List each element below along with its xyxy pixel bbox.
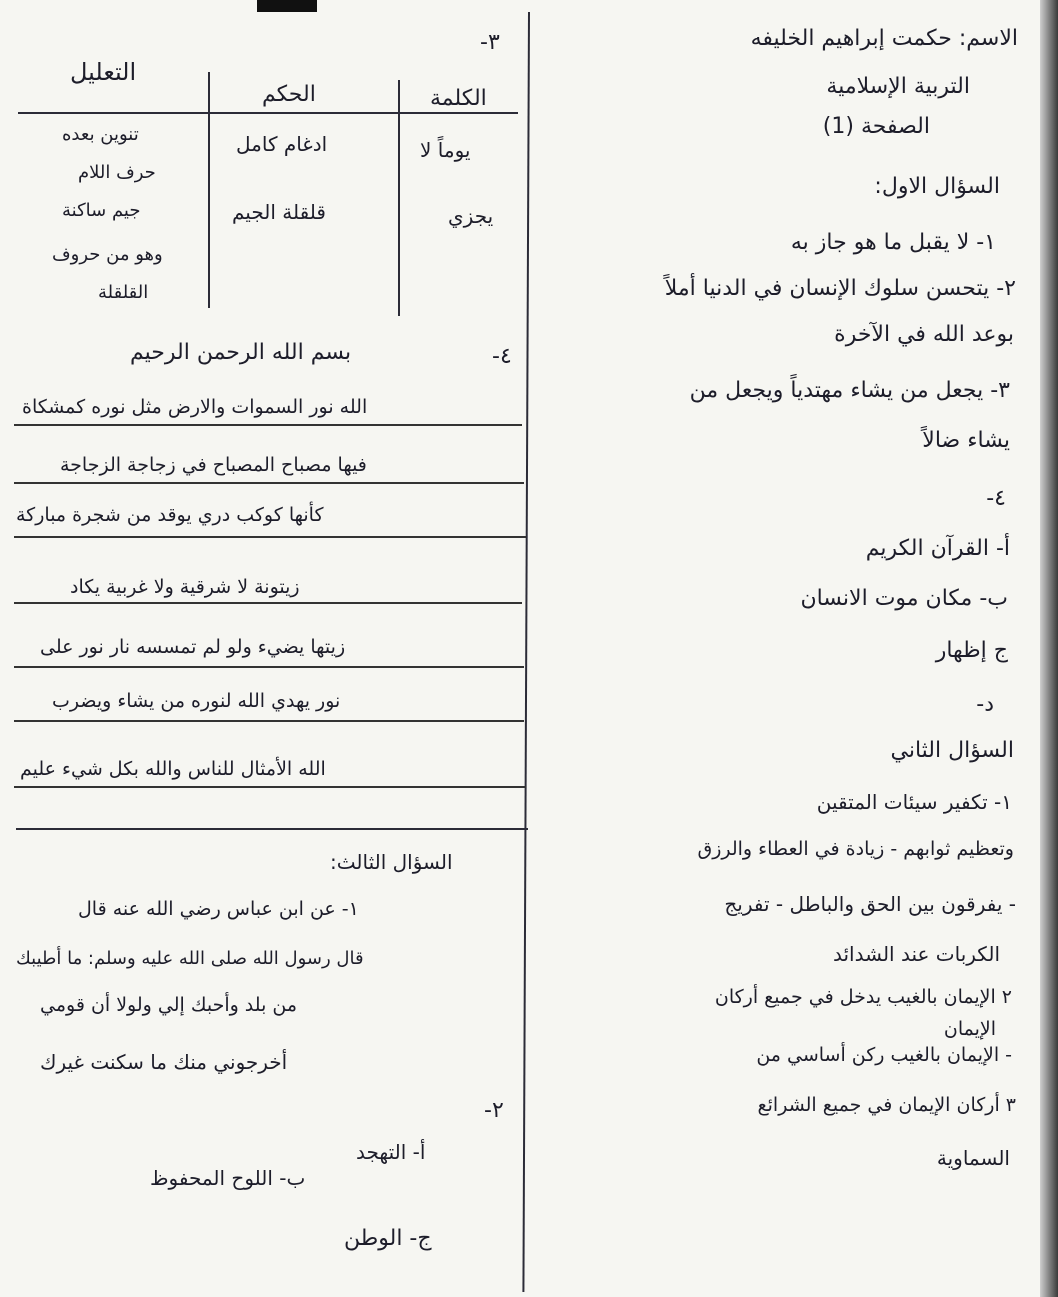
binder-clip bbox=[257, 0, 317, 12]
q1-answer-3-line2: يشاء ضالاً bbox=[922, 428, 1010, 453]
q3-answer-2c: ج- الوطن bbox=[344, 1226, 432, 1251]
q2-answer-2-line4: ٣ أركان الإيمان في جميع الشرائع bbox=[757, 1094, 1016, 1116]
q3-answer-1-line1: ١- عن ابن عباس رضي الله عنه قال bbox=[78, 898, 359, 920]
verse-underline-7 bbox=[14, 786, 526, 788]
table-header-reason: التعليل bbox=[70, 58, 137, 86]
table-question-number: ٣- bbox=[480, 30, 500, 55]
table-row2-reason-line3: القلقلة bbox=[98, 282, 149, 303]
subject-title: التربية الإسلامية bbox=[826, 74, 970, 99]
verse-question-number: ٤- bbox=[492, 344, 512, 369]
q1-answer-4a: أ- القرآن الكريم bbox=[865, 536, 1010, 561]
q3-answer-1-line2: قال رسول الله صلى الله عليه وسلم: ما أطيبك bbox=[16, 948, 364, 969]
q1-answer-4-number: ٤- bbox=[986, 486, 1006, 511]
q3-answer-2-number: ٢- bbox=[484, 1098, 504, 1123]
q1-answer-4c: ج إظهار bbox=[935, 638, 1008, 663]
page-number: الصفحة (1) bbox=[822, 114, 930, 139]
verse-line-5: زيتها يضيء ولو لم تمسسه نار نور على bbox=[40, 636, 346, 658]
verse-underline-6 bbox=[14, 720, 524, 722]
verse-underline-4 bbox=[14, 602, 522, 604]
table-row2-rule: قلقلة الجيم bbox=[232, 200, 326, 224]
table-row2-word: يجزي bbox=[448, 204, 494, 228]
basmala: بسم الله الرحمن الرحيم bbox=[130, 340, 352, 365]
verse-underline-2 bbox=[14, 482, 524, 484]
verse-underline-1 bbox=[14, 424, 522, 426]
q2-title: السؤال الثاني bbox=[890, 738, 1014, 763]
table-divider-1 bbox=[398, 80, 400, 316]
table-divider-2 bbox=[208, 72, 210, 308]
q3-answer-1-line3: من بلد وأحبك إلي ولولا أن قومي bbox=[40, 994, 298, 1016]
q2-answer-2-line5: السماوية bbox=[936, 1146, 1010, 1170]
verse-line-7: الله الأمثال للناس والله بكل شيء عليم bbox=[20, 758, 326, 780]
q2-answer-2-line1: ٢ الإيمان بالغيب يدخل في جميع أركان bbox=[714, 986, 1012, 1008]
table-row1-reason-line2: حرف اللام bbox=[78, 162, 156, 183]
verse-line-2: فيها مصباح المصباح في زجاجة الزجاجة bbox=[60, 454, 367, 476]
scan-edge-shadow bbox=[1040, 0, 1058, 1297]
q1-answer-3-line1: ٣- يجعل من يشاء مهتدياً ويجعل من bbox=[689, 378, 1010, 403]
verse-line-1: الله نور السموات والارض مثل نوره كمشكاة bbox=[22, 396, 368, 418]
table-row2-reason-line2: وهو من حروف bbox=[52, 244, 163, 265]
q3-title: السؤال الثالث: bbox=[330, 850, 453, 874]
q1-answer-2-line2: بوعد الله في الآخرة bbox=[834, 322, 1014, 347]
verse-line-3: كأنها كوكب دري يوقد من شجرة مباركة bbox=[16, 504, 324, 526]
table-row1-rule: ادغام كامل bbox=[236, 132, 328, 156]
verse-line-4: زيتونة لا شرقية ولا غربية يكاد bbox=[70, 576, 300, 598]
q2-answer-1-line4: الكربات عند الشدائد bbox=[832, 942, 1000, 966]
table-header-rule: الحكم bbox=[262, 82, 316, 107]
q1-answer-1: ١- لا يقبل ما هو جاز به bbox=[790, 230, 996, 255]
q1-answer-4b: ب- مكان موت الانسان bbox=[800, 586, 1008, 611]
verse-underline-3 bbox=[14, 536, 526, 538]
column-divider bbox=[522, 12, 530, 1292]
q1-title: السؤال الاول: bbox=[874, 174, 1000, 199]
q3-answer-1-line4: أخرجوني منك ما سكنت غيرك bbox=[40, 1050, 288, 1074]
q1-answer-2-line1: ٢- يتحسن سلوك الإنسان في الدنيا أملاً bbox=[664, 276, 1016, 301]
q2-answer-2-line2: الإيمان bbox=[943, 1018, 996, 1040]
q3-answer-2b: ب- اللوح المحفوظ bbox=[150, 1166, 306, 1190]
table-header-underline bbox=[18, 112, 518, 114]
verse-underline-5 bbox=[14, 666, 524, 668]
table-row1-reason-line1: تنوين بعده bbox=[62, 124, 139, 145]
section-separator bbox=[16, 828, 528, 830]
q2-answer-1-line3: - يفرقون بين الحق والباطل - تفريج bbox=[724, 892, 1016, 916]
verse-line-6: نور يهدي الله لنوره من يشاء ويضرب bbox=[52, 690, 341, 712]
q2-answer-1-line2: وتعظيم ثوابهم - زيادة في العطاء والرزق bbox=[697, 838, 1014, 860]
q2-answer-1-line1: ١- تكفير سيئات المتقين bbox=[816, 790, 1012, 814]
q3-answer-2a: أ- التهجد bbox=[356, 1140, 426, 1164]
table-row1-word: يوماً لا bbox=[420, 138, 471, 162]
table-header-word: الكلمة bbox=[430, 86, 487, 111]
q1-answer-5-number: د- bbox=[976, 692, 994, 717]
table-row2-reason-line1: جيم ساكنة bbox=[62, 200, 141, 221]
q2-answer-2-line3: - الإيمان بالغيب ركن أساسي من bbox=[756, 1044, 1012, 1066]
student-name: الاسم: حكمت إبراهيم الخليفه bbox=[750, 26, 1018, 51]
